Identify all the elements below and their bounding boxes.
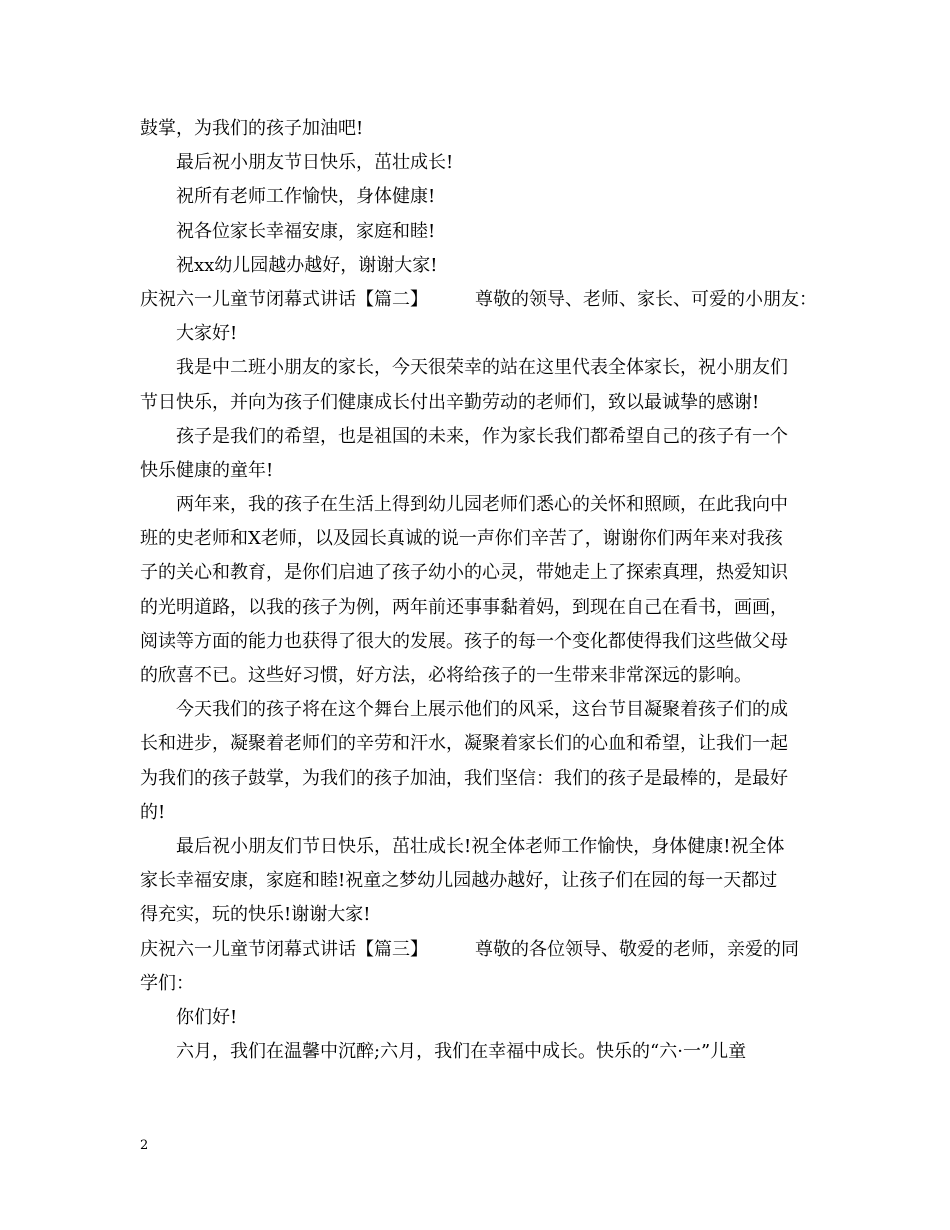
section-heading: 庆祝六一儿童节闭幕式讲话【篇二】 <box>140 288 428 310</box>
text-line <box>140 215 820 249</box>
line-text: 节日快乐，并向为孩子们健康成长付出辛勤劳动的老师们，致以最诚挚的感谢! <box>140 391 760 413</box>
line-text: 学们： <box>140 972 194 994</box>
line-text: 班的史老师和X老师，以及园长真诚的说一声你们辛苦了，谢谢你们两年来对我孩 <box>140 528 783 550</box>
text-line <box>140 386 820 420</box>
text-line <box>140 454 820 488</box>
line-text: 六月，我们在温馨中沉醉;六月，我们在幸福中成长。快乐的“六·一”儿童 <box>176 1041 747 1063</box>
text-line <box>140 762 820 796</box>
document-body <box>140 112 820 1069</box>
line-text: 大家好! <box>176 323 238 345</box>
line-text: 祝各位家长幸福安康，家庭和睦! <box>176 220 436 242</box>
line-text: 子的关心和教育，是你们启迪了孩子幼小的心灵，带她走上了探索真理，热爱知识 <box>140 562 788 584</box>
line-text: 的光明道路，以我的孩子为例，两年前还事事黏着妈，到现在自己在看书，画画， <box>140 596 788 618</box>
page-number: 2 <box>140 1138 149 1153</box>
salutation-text: 尊敬的领导、老师、家长、可爱的小朋友： <box>475 288 817 310</box>
text-line <box>140 864 820 898</box>
text-line <box>140 727 820 761</box>
text-line <box>140 420 820 454</box>
section-heading-line <box>140 933 820 967</box>
text-line <box>140 898 820 932</box>
line-text: 家长幸福安康，家庭和睦!祝童之梦幼儿园越办越好，让孩子们在园的每一天都过 <box>140 870 778 892</box>
text-line <box>140 112 820 146</box>
line-text: 长和进步，凝聚着老师们的辛劳和汗水，凝聚着家长们的心血和希望，让我们一起 <box>140 733 788 755</box>
line-text: 为我们的孩子鼓掌，为我们的孩子加油，我们坚信：我们的孩子是最棒的，是最好 <box>140 767 788 789</box>
line-text: 你们好! <box>176 1006 238 1028</box>
line-text: 的欣喜不已。这些好习惯，好方法，必将给孩子的一生带来非常深远的影响。 <box>140 665 752 686</box>
line-text: 孩子是我们的希望，也是祖国的未来，作为家长我们都希望自己的孩子有一个 <box>176 425 788 447</box>
text-line <box>140 591 820 625</box>
line-text: 今天我们的孩子将在这个舞台上展示他们的风采，这台节目凝聚着孩子们的成 <box>176 699 788 721</box>
text-line <box>140 146 820 180</box>
text-line <box>140 1035 820 1069</box>
text-line <box>140 1001 820 1035</box>
section-heading: 庆祝六一儿童节闭幕式讲话【篇三】 <box>140 938 428 960</box>
line-text: 两年来，我的孩子在生活上得到幼儿园老师们悉心的关怀和照顾，在此我向中 <box>176 494 788 516</box>
text-line <box>140 522 820 556</box>
text-line <box>140 317 820 351</box>
salutation-text: 尊敬的各位领导、敬爱的老师，亲爱的同 <box>475 938 799 960</box>
line-text: 最后祝小朋友节日快乐，茁壮成长! <box>176 152 454 174</box>
line-text: 最后祝小朋友们节日快乐，茁壮成长!祝全体老师工作愉快，身体健康!祝全体 <box>176 835 785 857</box>
text-line <box>140 488 820 522</box>
text-line <box>140 556 820 590</box>
text-line <box>140 180 820 214</box>
line-text: 祝所有老师工作愉快，身体健康! <box>176 186 436 208</box>
text-line <box>140 693 820 727</box>
text-line <box>140 830 820 864</box>
text-line <box>140 625 820 659</box>
line-text: 快乐健康的童年! <box>140 459 274 481</box>
line-text: 我是中二班小朋友的家长，今天很荣幸的站在这里代表全体家长，祝小朋友们 <box>176 357 788 379</box>
line-text: 阅读等方面的能力也获得了很大的发展。孩子的每一个变化都使得我们这些做父母 <box>140 630 788 652</box>
text-line <box>140 659 820 693</box>
line-text: 鼓掌，为我们的孩子加油吧! <box>140 118 364 139</box>
line-text: 得充实，玩的快乐!谢谢大家! <box>140 904 371 926</box>
line-text: 的! <box>140 801 166 823</box>
text-line <box>140 249 820 283</box>
text-line <box>140 351 820 385</box>
text-line <box>140 967 820 1001</box>
text-line <box>140 796 820 830</box>
line-text: 祝xx幼儿园越办越好，谢谢大家! <box>176 254 438 276</box>
section-heading-line <box>140 283 820 317</box>
